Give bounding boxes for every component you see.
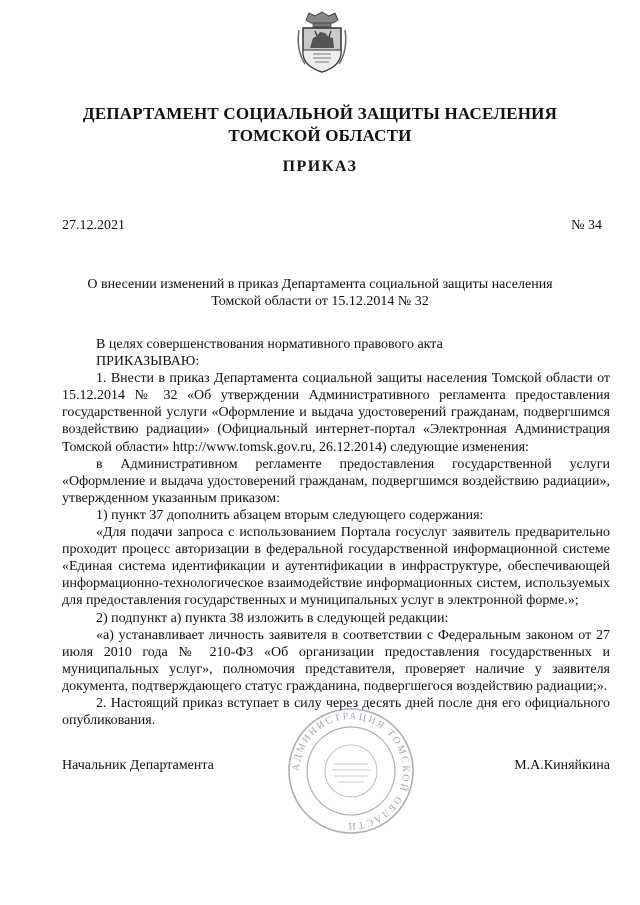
body-paragraph: «а) устанавливает личность заявителя в соответствии с Федеральным законом от 27 июля 2010 года № 210-ФЗ «Об организации предоставления государственных и муниципальных услуг», полномочия представителя, проверяет наличие у заявителя документа, подтверждающего статус гражданина, подвергшегося воздействию радиации;». <box>62 627 610 694</box>
signatory-name: М.А.Киняйкина <box>514 758 610 773</box>
body-paragraph: ПРИКАЗЫВАЮ: <box>96 354 200 370</box>
signatory-position: Начальник Департамента <box>62 758 214 773</box>
organization-title-line1: ДЕПАРТАМЕНТ СОЦИАЛЬНОЙ ЗАЩИТЫ НАСЕЛЕНИЯ <box>82 104 558 123</box>
document-number: № 34 <box>571 218 602 233</box>
organization-title <box>0 103 640 147</box>
official-stamp <box>286 706 416 836</box>
body-paragraph: в Административном регламенте предоставления государственной услуги «Оформление и выдача удостоверений гражданам, подвергшимся воздействию радиации», утвержденном указанным приказом: <box>62 456 610 506</box>
document-body <box>62 336 610 729</box>
svg-text:АДМИНИСТРАЦИЯ ТОМСКОЙ ОБЛАСТИ <box>291 711 411 831</box>
coat-of-arms-icon <box>293 10 351 74</box>
subject-line2: Томской области от 15.12.2014 № 32 <box>211 294 429 309</box>
subject-line1: О внесении изменений в приказ Департамента социальной защиты населения <box>87 277 553 292</box>
body-paragraph: 2. Настоящий приказ вступает в силу через десять дней после дня его официального опубликования. <box>62 695 610 729</box>
document-subject <box>70 276 570 310</box>
stamp-ring-text: АДМИНИСТРАЦИЯ ТОМСКОЙ ОБЛАСТИ <box>290 710 412 832</box>
body-paragraph: 2) подпункт а) пункта 38 изложить в следующей редакции: <box>96 610 449 626</box>
body-paragraph: «Для подачи запроса с использованием Портала госуслуг заявитель предварительно проходит процесс авторизации в федеральной государственной информационной системе «Единая система идентификации и аутентификации в инфраструктуре, обеспечивающей информационно-технологическое взаимодействие информационных систем, используемых для предоставления государственных и муниципальных услуг в электронной форме.»; <box>62 525 610 609</box>
body-paragraph: В целях совершенствования нормативного правового акта <box>96 337 443 352</box>
organization-title-line2: ТОМСКОЙ ОБЛАСТИ <box>228 126 412 145</box>
body-paragraph: 1) пункт 37 дополнить абзацем вторым следующего содержания: <box>96 507 484 523</box>
document-kind: ПРИКАЗ <box>282 158 358 175</box>
body-paragraph: 1. Внести в приказ Департамента социальной защиты населения Томской области от 15.12.2014 № 32 «Об утверждении Административного регламента предоставления государственной услуги «Оформление и выдача удостоверений гражданам, подвергшимся воздействию радиации» (Официальный интернет-портал «Электронная Администрация Томской области» http://www.tomsk.gov.ru, 26.12.2014) следующие изменения: <box>62 371 610 455</box>
document-date: 27.12.2021 <box>62 218 125 233</box>
